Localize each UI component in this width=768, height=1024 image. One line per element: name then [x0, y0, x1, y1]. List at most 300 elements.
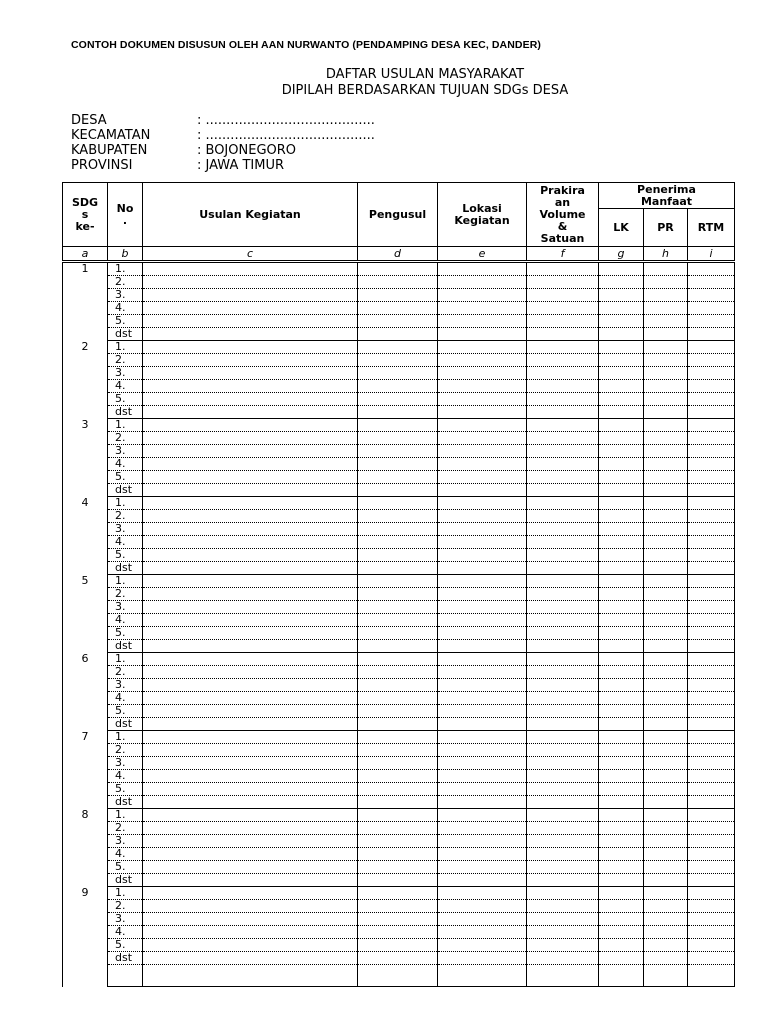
empty-cell[interactable] [688, 302, 735, 315]
empty-cell[interactable] [143, 835, 358, 848]
empty-cell[interactable] [644, 419, 688, 432]
empty-cell[interactable] [438, 445, 527, 458]
empty-cell[interactable] [644, 757, 688, 770]
empty-cell[interactable] [644, 835, 688, 848]
empty-cell[interactable] [438, 302, 527, 315]
empty-cell[interactable] [438, 952, 527, 965]
empty-cell[interactable] [599, 471, 644, 484]
empty-cell[interactable] [438, 887, 527, 900]
empty-cell[interactable] [644, 262, 688, 276]
empty-cell[interactable] [438, 510, 527, 523]
empty-cell[interactable] [688, 666, 735, 679]
empty-cell[interactable] [438, 679, 527, 692]
empty-cell[interactable] [358, 822, 438, 835]
empty-cell[interactable] [438, 666, 527, 679]
empty-cell[interactable] [527, 380, 599, 393]
empty-cell[interactable] [143, 718, 358, 731]
empty-cell[interactable] [358, 796, 438, 809]
empty-cell[interactable] [688, 497, 735, 510]
empty-cell[interactable] [688, 653, 735, 666]
empty-cell[interactable] [688, 744, 735, 757]
empty-cell[interactable] [438, 393, 527, 406]
empty-cell[interactable] [358, 523, 438, 536]
empty-cell[interactable] [438, 653, 527, 666]
empty-cell[interactable] [644, 705, 688, 718]
empty-cell[interactable] [358, 692, 438, 705]
empty-cell[interactable] [644, 640, 688, 653]
empty-cell[interactable] [143, 289, 358, 302]
empty-cell[interactable] [358, 562, 438, 575]
empty-cell[interactable] [644, 731, 688, 744]
empty-cell[interactable] [438, 471, 527, 484]
empty-cell[interactable] [358, 328, 438, 341]
empty-cell[interactable] [688, 575, 735, 588]
empty-cell[interactable] [358, 757, 438, 770]
empty-cell[interactable] [143, 536, 358, 549]
empty-cell[interactable] [599, 380, 644, 393]
empty-cell[interactable] [438, 484, 527, 497]
empty-cell[interactable] [644, 796, 688, 809]
empty-cell[interactable] [143, 406, 358, 419]
empty-cell[interactable] [644, 627, 688, 640]
empty-cell[interactable] [688, 718, 735, 731]
empty-cell[interactable] [527, 744, 599, 757]
empty-cell[interactable] [438, 406, 527, 419]
empty-cell[interactable] [599, 419, 644, 432]
empty-cell[interactable] [599, 887, 644, 900]
empty-cell[interactable] [527, 549, 599, 562]
empty-cell[interactable] [527, 900, 599, 913]
empty-cell[interactable] [527, 809, 599, 822]
empty-cell[interactable] [644, 965, 688, 987]
empty-cell[interactable] [358, 549, 438, 562]
empty-cell[interactable] [644, 770, 688, 783]
empty-cell[interactable] [644, 510, 688, 523]
empty-cell[interactable] [688, 380, 735, 393]
empty-cell[interactable] [143, 861, 358, 874]
empty-cell[interactable] [599, 705, 644, 718]
empty-cell[interactable] [527, 328, 599, 341]
empty-cell[interactable] [527, 276, 599, 289]
empty-cell[interactable] [599, 744, 644, 757]
empty-cell[interactable] [527, 510, 599, 523]
empty-cell[interactable] [527, 783, 599, 796]
empty-cell[interactable] [599, 289, 644, 302]
empty-cell[interactable] [438, 354, 527, 367]
empty-cell[interactable] [688, 262, 735, 276]
empty-cell[interactable] [644, 497, 688, 510]
empty-cell[interactable] [438, 432, 527, 445]
empty-cell[interactable] [599, 262, 644, 276]
empty-cell[interactable] [688, 315, 735, 328]
empty-cell[interactable] [438, 289, 527, 302]
empty-cell[interactable] [438, 458, 527, 471]
empty-cell[interactable] [688, 874, 735, 887]
empty-cell[interactable] [688, 601, 735, 614]
empty-cell[interactable] [688, 627, 735, 640]
empty-cell[interactable] [644, 276, 688, 289]
empty-cell[interactable] [438, 341, 527, 354]
empty-cell[interactable] [438, 757, 527, 770]
empty-cell[interactable] [358, 614, 438, 627]
empty-cell[interactable] [143, 341, 358, 354]
empty-cell[interactable] [527, 354, 599, 367]
empty-cell[interactable] [143, 796, 358, 809]
empty-cell[interactable] [143, 770, 358, 783]
empty-cell[interactable] [688, 705, 735, 718]
empty-cell[interactable] [358, 341, 438, 354]
empty-cell[interactable] [599, 523, 644, 536]
empty-cell[interactable] [599, 328, 644, 341]
empty-cell[interactable] [438, 744, 527, 757]
empty-cell[interactable] [358, 926, 438, 939]
empty-cell[interactable] [438, 380, 527, 393]
empty-cell[interactable] [527, 679, 599, 692]
empty-cell[interactable] [599, 796, 644, 809]
empty-cell[interactable] [358, 497, 438, 510]
empty-cell[interactable] [358, 666, 438, 679]
empty-cell[interactable] [644, 432, 688, 445]
empty-cell[interactable] [644, 406, 688, 419]
empty-cell[interactable] [358, 900, 438, 913]
empty-cell[interactable] [688, 406, 735, 419]
empty-cell[interactable] [527, 614, 599, 627]
empty-cell[interactable] [438, 640, 527, 653]
empty-cell[interactable] [358, 913, 438, 926]
empty-cell[interactable] [688, 289, 735, 302]
empty-cell[interactable] [358, 367, 438, 380]
empty-cell[interactable] [438, 523, 527, 536]
empty-cell[interactable] [644, 367, 688, 380]
empty-cell[interactable] [358, 679, 438, 692]
empty-cell[interactable] [143, 484, 358, 497]
empty-cell[interactable] [688, 640, 735, 653]
empty-cell[interactable] [644, 874, 688, 887]
empty-cell[interactable] [688, 952, 735, 965]
empty-cell[interactable] [143, 497, 358, 510]
empty-cell[interactable] [599, 601, 644, 614]
empty-cell[interactable] [644, 822, 688, 835]
empty-cell[interactable] [527, 497, 599, 510]
empty-cell[interactable] [644, 380, 688, 393]
empty-cell[interactable] [527, 445, 599, 458]
empty-cell[interactable] [527, 874, 599, 887]
empty-cell[interactable] [688, 432, 735, 445]
empty-cell[interactable] [644, 341, 688, 354]
empty-cell[interactable] [143, 393, 358, 406]
empty-cell[interactable] [143, 510, 358, 523]
empty-cell[interactable] [527, 315, 599, 328]
empty-cell[interactable] [644, 887, 688, 900]
empty-cell[interactable] [358, 393, 438, 406]
empty-cell[interactable] [438, 965, 527, 987]
empty-cell[interactable] [143, 523, 358, 536]
empty-cell[interactable] [688, 861, 735, 874]
empty-cell[interactable] [527, 562, 599, 575]
empty-cell[interactable] [527, 406, 599, 419]
empty-cell[interactable] [599, 692, 644, 705]
empty-cell[interactable] [143, 354, 358, 367]
empty-cell[interactable] [143, 315, 358, 328]
empty-cell[interactable] [599, 432, 644, 445]
empty-cell[interactable] [527, 705, 599, 718]
empty-cell[interactable] [143, 679, 358, 692]
empty-cell[interactable] [644, 783, 688, 796]
empty-cell[interactable] [644, 848, 688, 861]
empty-cell[interactable] [143, 926, 358, 939]
empty-cell[interactable] [358, 848, 438, 861]
empty-cell[interactable] [527, 627, 599, 640]
empty-cell[interactable] [644, 315, 688, 328]
empty-cell[interactable] [644, 939, 688, 952]
empty-cell[interactable] [527, 861, 599, 874]
empty-cell[interactable] [438, 900, 527, 913]
empty-cell[interactable] [527, 419, 599, 432]
empty-cell[interactable] [688, 536, 735, 549]
empty-cell[interactable] [688, 471, 735, 484]
empty-cell[interactable] [438, 262, 527, 276]
empty-cell[interactable] [143, 328, 358, 341]
empty-cell[interactable] [688, 900, 735, 913]
empty-cell[interactable] [527, 640, 599, 653]
empty-cell[interactable] [358, 315, 438, 328]
empty-cell[interactable] [358, 718, 438, 731]
empty-cell[interactable] [599, 757, 644, 770]
empty-cell[interactable] [688, 393, 735, 406]
empty-cell[interactable] [143, 744, 358, 757]
empty-cell[interactable] [527, 262, 599, 276]
empty-cell[interactable] [143, 640, 358, 653]
empty-cell[interactable] [527, 484, 599, 497]
empty-cell[interactable] [644, 562, 688, 575]
empty-cell[interactable] [358, 510, 438, 523]
empty-cell[interactable] [599, 731, 644, 744]
empty-cell[interactable] [599, 484, 644, 497]
empty-cell[interactable] [143, 380, 358, 393]
empty-cell[interactable] [438, 822, 527, 835]
empty-cell[interactable] [143, 601, 358, 614]
empty-cell[interactable] [358, 262, 438, 276]
empty-cell[interactable] [527, 666, 599, 679]
empty-cell[interactable] [143, 952, 358, 965]
empty-cell[interactable] [599, 900, 644, 913]
empty-cell[interactable] [527, 692, 599, 705]
empty-cell[interactable] [688, 510, 735, 523]
empty-cell[interactable] [143, 666, 358, 679]
empty-cell[interactable] [527, 523, 599, 536]
empty-cell[interactable] [599, 614, 644, 627]
empty-cell[interactable] [599, 536, 644, 549]
empty-cell[interactable] [688, 523, 735, 536]
empty-cell[interactable] [143, 757, 358, 770]
empty-cell[interactable] [438, 562, 527, 575]
empty-cell[interactable] [688, 809, 735, 822]
empty-cell[interactable] [527, 432, 599, 445]
empty-cell[interactable] [358, 965, 438, 987]
empty-cell[interactable] [688, 848, 735, 861]
empty-cell[interactable] [527, 341, 599, 354]
empty-cell[interactable] [143, 575, 358, 588]
empty-cell[interactable] [599, 627, 644, 640]
empty-cell[interactable] [143, 262, 358, 276]
empty-cell[interactable] [599, 926, 644, 939]
empty-cell[interactable] [438, 796, 527, 809]
empty-cell[interactable] [527, 965, 599, 987]
empty-cell[interactable] [358, 653, 438, 666]
empty-cell[interactable] [599, 393, 644, 406]
empty-cell[interactable] [599, 588, 644, 601]
empty-cell[interactable] [644, 913, 688, 926]
empty-cell[interactable] [438, 809, 527, 822]
empty-cell[interactable] [143, 809, 358, 822]
empty-cell[interactable] [438, 731, 527, 744]
empty-cell[interactable] [599, 510, 644, 523]
empty-cell[interactable] [599, 406, 644, 419]
empty-cell[interactable] [644, 575, 688, 588]
empty-cell[interactable] [438, 692, 527, 705]
empty-cell[interactable] [527, 588, 599, 601]
empty-cell[interactable] [644, 614, 688, 627]
empty-cell[interactable] [644, 393, 688, 406]
empty-cell[interactable] [688, 913, 735, 926]
empty-cell[interactable] [143, 913, 358, 926]
empty-cell[interactable] [688, 367, 735, 380]
empty-cell[interactable] [688, 341, 735, 354]
empty-cell[interactable] [358, 874, 438, 887]
empty-cell[interactable] [688, 549, 735, 562]
empty-cell[interactable] [438, 627, 527, 640]
empty-cell[interactable] [599, 939, 644, 952]
empty-cell[interactable] [599, 835, 644, 848]
empty-cell[interactable] [438, 913, 527, 926]
empty-cell[interactable] [358, 887, 438, 900]
empty-cell[interactable] [644, 653, 688, 666]
empty-cell[interactable] [358, 809, 438, 822]
empty-cell[interactable] [599, 562, 644, 575]
empty-cell[interactable] [438, 614, 527, 627]
empty-cell[interactable] [358, 445, 438, 458]
empty-cell[interactable] [599, 822, 644, 835]
empty-cell[interactable] [143, 588, 358, 601]
empty-cell[interactable] [438, 276, 527, 289]
empty-cell[interactable] [644, 536, 688, 549]
empty-cell[interactable] [143, 874, 358, 887]
empty-cell[interactable] [143, 822, 358, 835]
empty-cell[interactable] [143, 627, 358, 640]
empty-cell[interactable] [644, 744, 688, 757]
empty-cell[interactable] [527, 848, 599, 861]
empty-cell[interactable] [688, 939, 735, 952]
empty-cell[interactable] [599, 445, 644, 458]
empty-cell[interactable] [438, 536, 527, 549]
empty-cell[interactable] [527, 757, 599, 770]
empty-cell[interactable] [358, 744, 438, 757]
empty-cell[interactable] [358, 731, 438, 744]
empty-cell[interactable] [599, 679, 644, 692]
empty-cell[interactable] [358, 575, 438, 588]
empty-cell[interactable] [358, 471, 438, 484]
empty-cell[interactable] [438, 718, 527, 731]
empty-cell[interactable] [438, 367, 527, 380]
empty-cell[interactable] [688, 770, 735, 783]
empty-cell[interactable] [527, 887, 599, 900]
empty-cell[interactable] [358, 640, 438, 653]
empty-cell[interactable] [688, 965, 735, 987]
empty-cell[interactable] [438, 926, 527, 939]
empty-cell[interactable] [688, 484, 735, 497]
empty-cell[interactable] [644, 692, 688, 705]
empty-cell[interactable] [438, 315, 527, 328]
empty-cell[interactable] [143, 419, 358, 432]
empty-cell[interactable] [358, 354, 438, 367]
empty-cell[interactable] [143, 705, 358, 718]
empty-cell[interactable] [599, 315, 644, 328]
empty-cell[interactable] [599, 458, 644, 471]
empty-cell[interactable] [688, 588, 735, 601]
empty-cell[interactable] [358, 289, 438, 302]
empty-cell[interactable] [688, 692, 735, 705]
empty-cell[interactable] [438, 939, 527, 952]
empty-cell[interactable] [527, 601, 599, 614]
empty-cell[interactable] [438, 601, 527, 614]
empty-cell[interactable] [527, 458, 599, 471]
empty-cell[interactable] [143, 445, 358, 458]
empty-cell[interactable] [143, 900, 358, 913]
empty-cell[interactable] [644, 666, 688, 679]
empty-cell[interactable] [143, 848, 358, 861]
empty-cell[interactable] [599, 341, 644, 354]
empty-cell[interactable] [143, 887, 358, 900]
empty-cell[interactable] [599, 783, 644, 796]
empty-cell[interactable] [438, 770, 527, 783]
empty-cell[interactable] [644, 458, 688, 471]
empty-cell[interactable] [143, 731, 358, 744]
empty-cell[interactable] [527, 939, 599, 952]
empty-cell[interactable] [143, 276, 358, 289]
empty-cell[interactable] [644, 302, 688, 315]
empty-cell[interactable] [358, 939, 438, 952]
empty-cell[interactable] [688, 354, 735, 367]
empty-cell[interactable] [688, 757, 735, 770]
empty-cell[interactable] [527, 822, 599, 835]
empty-cell[interactable] [599, 913, 644, 926]
empty-cell[interactable] [358, 627, 438, 640]
empty-cell[interactable] [143, 653, 358, 666]
empty-cell[interactable] [358, 419, 438, 432]
empty-cell[interactable] [358, 380, 438, 393]
empty-cell[interactable] [599, 770, 644, 783]
empty-cell[interactable] [688, 796, 735, 809]
empty-cell[interactable] [358, 601, 438, 614]
empty-cell[interactable] [599, 575, 644, 588]
empty-cell[interactable] [599, 497, 644, 510]
empty-cell[interactable] [358, 276, 438, 289]
empty-cell[interactable] [527, 575, 599, 588]
empty-cell[interactable] [358, 536, 438, 549]
empty-cell[interactable] [599, 965, 644, 987]
empty-cell[interactable] [143, 783, 358, 796]
empty-cell[interactable] [438, 575, 527, 588]
empty-cell[interactable] [358, 952, 438, 965]
empty-cell[interactable] [599, 848, 644, 861]
empty-cell[interactable] [688, 679, 735, 692]
empty-cell[interactable] [599, 718, 644, 731]
empty-cell[interactable] [438, 848, 527, 861]
empty-cell[interactable] [527, 952, 599, 965]
empty-cell[interactable] [644, 588, 688, 601]
empty-cell[interactable] [143, 302, 358, 315]
empty-cell[interactable] [644, 328, 688, 341]
